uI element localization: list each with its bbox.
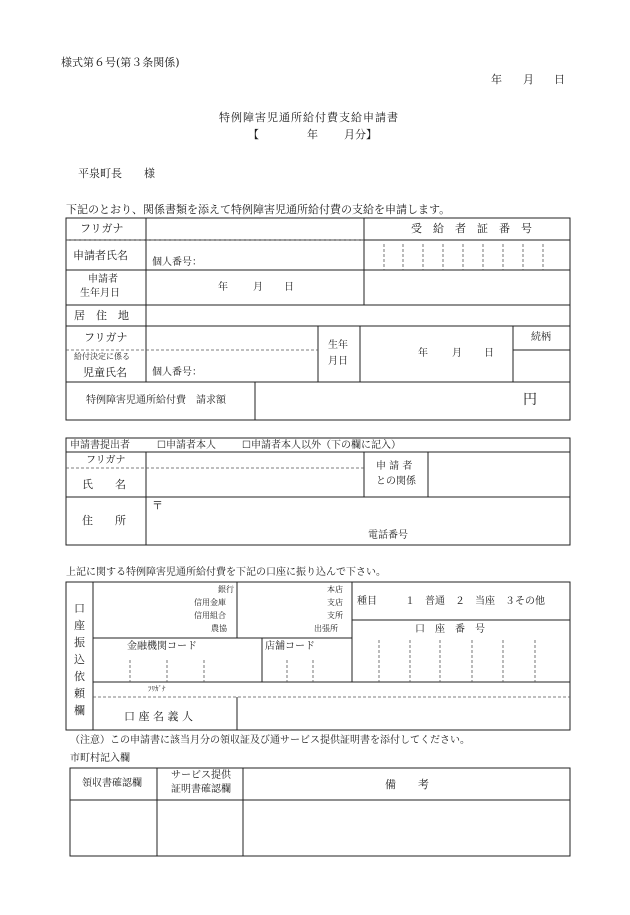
child-personal-number-label: 個人番号： bbox=[152, 367, 202, 378]
submitter-relation-label-1: 申 請 者 bbox=[376, 461, 413, 472]
branch-type-branch: 支店 bbox=[327, 598, 343, 607]
applicant-name-label: 申請者氏名 bbox=[73, 249, 128, 262]
intro-text: 下記のとおり、関係書類を添えて特例障害児通所給付費の支給を申請します。 bbox=[66, 203, 451, 216]
service-cert-header-1: サービス提供 bbox=[171, 770, 231, 781]
addressee: 平泉町長 様 bbox=[78, 167, 155, 180]
applicant-birth-year: 年 bbox=[218, 282, 228, 293]
side-char-1: 口 bbox=[74, 602, 85, 615]
child-birth-label-1: 生年 bbox=[328, 340, 348, 351]
child-birth-day: 日 bbox=[484, 348, 494, 359]
branch-type-sub: 支所 bbox=[327, 611, 343, 620]
submitter-label: 申請書提出者 bbox=[70, 440, 130, 451]
form-number: 様式第６号(第３条関係) bbox=[61, 56, 180, 69]
child-name-label-1: 給付決定に係る bbox=[74, 352, 130, 361]
submitter-address-label: 住 所 bbox=[82, 514, 126, 527]
bank-type-shinkumi: 信用組合 bbox=[194, 611, 226, 620]
bank-type-shinkin: 信用金庫 bbox=[194, 598, 226, 607]
institution-code-label: 金融機関コード bbox=[127, 641, 197, 652]
date-month-label: 月 bbox=[523, 73, 534, 86]
attachment-note: （注意）この申請書に該当月分の領収証及び通サービス提供証明書を添付してください。 bbox=[70, 735, 470, 746]
option-applicant-self[interactable]: ☐申請者本人 bbox=[157, 440, 216, 451]
municipality-section-title: 市町村記入欄 bbox=[70, 753, 130, 764]
submitter-furigana-label: フリガナ bbox=[86, 455, 126, 466]
title-period-month: 月分】 bbox=[344, 128, 377, 141]
holder-furigana-label: ﾌﾘｶﾞﾅ bbox=[148, 685, 166, 693]
phone-label: 電話番号 bbox=[368, 530, 408, 541]
applicant-furigana-label: フリガナ bbox=[80, 222, 124, 235]
branch-type-office: 出張所 bbox=[314, 624, 338, 633]
applicant-birth-day: 日 bbox=[284, 282, 294, 293]
branch-code-label: 店舗コード bbox=[265, 641, 315, 652]
transfer-intro: 上記に関する特例障害児通所給付費を下記の口座に振り込んで下さい。 bbox=[66, 567, 386, 578]
date-day-label: 日 bbox=[554, 73, 565, 86]
applicant-birth-month: 月 bbox=[253, 282, 263, 293]
title-period-year: 年 bbox=[307, 128, 318, 141]
child-name-label-2: 児童氏名 bbox=[83, 366, 127, 379]
date-year-label: 年 bbox=[491, 73, 502, 86]
account-holder-label: 口 座 名 義 人 bbox=[124, 710, 193, 723]
submitter-name-label: 氏 名 bbox=[82, 478, 126, 491]
submitter-relation-label-2: との関係 bbox=[376, 476, 416, 487]
receipt-check-header: 領収書確認欄 bbox=[82, 778, 142, 789]
account-kind-label: 種目 bbox=[357, 596, 377, 607]
postal-mark: 〒 bbox=[152, 499, 163, 512]
account-number-label: 口 座 番 号 bbox=[415, 624, 485, 635]
form-title: 特例障害児通所給付費支給申請書 bbox=[219, 111, 399, 124]
side-char-4: 込 bbox=[74, 653, 85, 666]
remarks-header: 備 考 bbox=[385, 778, 429, 791]
address-label: 居 住 地 bbox=[74, 309, 129, 322]
side-char-7: 欄 bbox=[74, 704, 85, 717]
side-char-5: 依 bbox=[74, 670, 85, 683]
applicant-birth-label-2: 生年月日 bbox=[80, 288, 120, 299]
relation-label: 続柄 bbox=[531, 332, 551, 343]
yen-unit: 円 bbox=[523, 392, 537, 408]
side-char-6: 頼 bbox=[74, 687, 85, 700]
service-cert-header-2: 証明書確認欄 bbox=[171, 784, 231, 795]
recipient-number-label: 受 給 者 証 番 号 bbox=[411, 222, 532, 235]
branch-type-head: 本店 bbox=[327, 585, 343, 594]
account-kind-options: １ 普通 ２ 当座 ３その他 bbox=[405, 596, 545, 607]
bank-type-bank: 銀行 bbox=[218, 585, 234, 594]
applicant-birth-label-1: 申請者 bbox=[88, 274, 118, 285]
claim-amount-label: 特例障害児通所給付費 請求額 bbox=[86, 395, 226, 406]
option-applicant-other[interactable]: ☐申請者本人以外（下の欄に記入） bbox=[242, 440, 401, 451]
child-birth-month: 月 bbox=[452, 348, 462, 359]
child-birth-year: 年 bbox=[418, 348, 428, 359]
bank-type-nokyo: 農協 bbox=[211, 624, 227, 633]
side-char-3: 振 bbox=[74, 636, 85, 649]
side-char-2: 座 bbox=[74, 619, 85, 632]
title-bracket-open: 【 bbox=[248, 128, 259, 141]
child-furigana-label: フリガナ bbox=[84, 331, 128, 344]
child-birth-label-2: 月日 bbox=[328, 356, 348, 367]
applicant-personal-number-label: 個人番号： bbox=[152, 257, 202, 268]
